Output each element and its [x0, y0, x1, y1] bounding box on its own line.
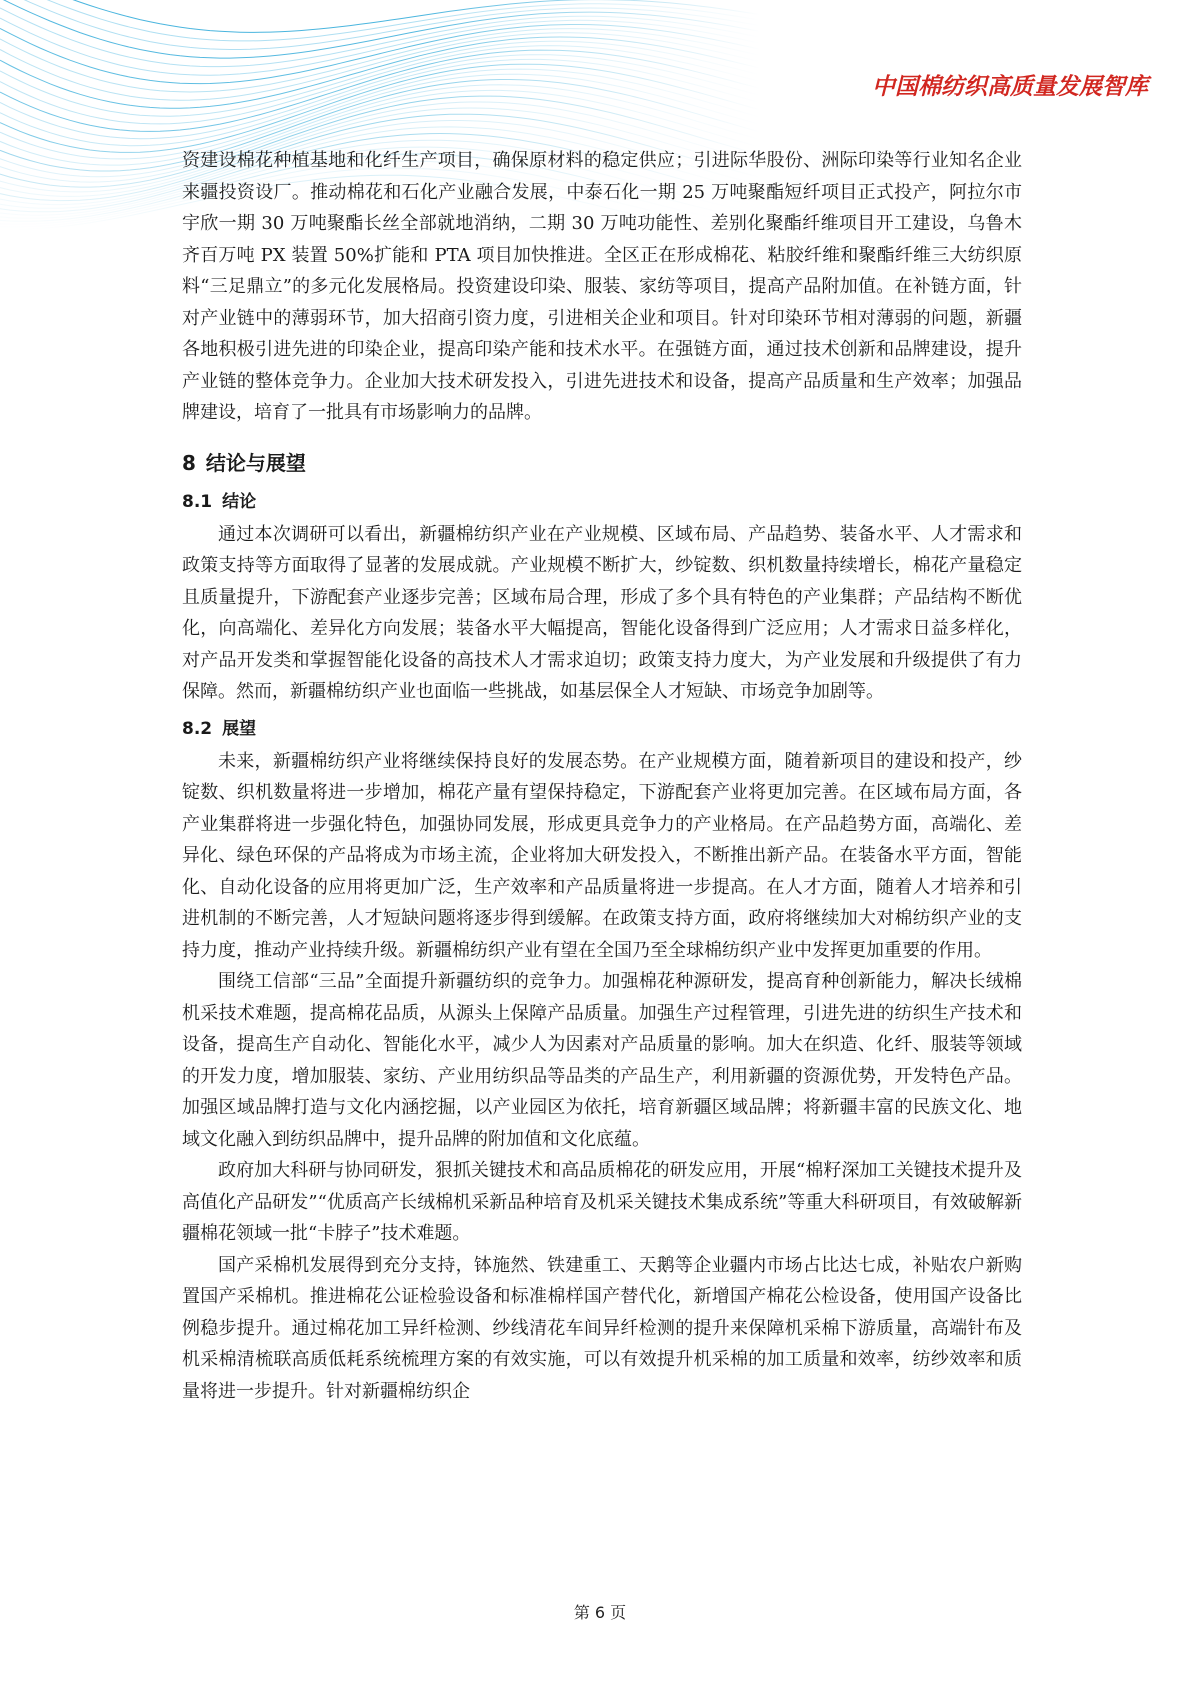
subsection-heading-8-1: [182, 489, 1022, 515]
brand-title: 中国棉纺织高质量发展智库: [872, 74, 1148, 100]
outlook-paragraph: 未来，新疆棉纺织产业将继续保持良好的发展态势。在产业规模方面，随着新项目的建设和投产，纱锭数、织机数量将进一步增加，棉花产量有望保持稳定，下游配套产业将更加完善。在区域布局方面，各产业集群将进一步强化特色，加强协同发展，形成更具竞争力的产业格局。在产品趋势方面，高端化、差异化、绿色环保的产品将成为市场主流，企业将加大研发投入，不断推出新产品。在装备水平方面，智能化、自动化设备的应用将更加广泛，生产效率和产品质量将进一步提高。在人才方面，随着人才培养和引进机制的不断完善，人才短缺问题将逐步得到缓解。在政策支持方面，政府将继续加大对棉纺织产业的支持力度，推动产业持续升级。新疆棉纺织产业有望在全国乃至全球棉纺织产业中发挥更加重要的作用。: [182, 750, 1022, 961]
outlook-paragraph: 国产采棉机发展得到充分支持，钵施然、铁建重工、天鹅等企业疆内市场占比达七成，补贴农户新购置国产采棉机。推进棉花公证检验设备和标准棉样国产替代化，新增国产棉花公检设备，使用国产设备比例稳步提升。通过棉花加工异纤检测、纱线清花车间异纤检测的提升来保障机采棉下游质量，高端针布及机采棉清梳联高质低耗系统梳理方案的有效实施，可以有效提升机采棉的加工质量和效率，纺纱效率和质量将进一步提升。针对新疆棉纺织企: [182, 1254, 1022, 1402]
outlook-paragraph: 围绕工信部“三品”全面提升新疆纺织的竞争力。加强棉花种源研发，提高育种创新能力，解决长绒棉机采技术难题，提高棉花品质，从源头上保障产品质量。加强生产过程管理，引进先进的纺织生产技术和设备，提高生产自动化、智能化水平，减少人为因素对产品质量的影响。加大在织造、化纤、服装等领域的开发力度，增加服装、家纺、产业用纺织品等品类的产品生产，利用新疆的资源优势，开发特色产品。加强区域品牌打造与文化内涵挖掘，以产业园区为依托，培育新疆区域品牌；将新疆丰富的民族文化、地域文化融入到纺织品牌中，提升品牌的附加值和文化底蕴。: [182, 971, 1022, 1150]
subsection-title: 结论: [222, 491, 257, 512]
intro-paragraph: 资建设棉花种植基地和化纤生产项目，确保原材料的稳定供应；引进际华股份、洲际印染等行业知名企业来疆投资设厂。推动棉花和石化产业融合发展，中泰石化一期 25 万吨聚酯短纤项目正式投产，阿拉尔市宇欣一期 30 万吨聚酯长丝全部就地消纳，二期 30 万吨功能性、差别化聚酯纤维项目开工建设，乌鲁木齐百万吨 PX 装置 50%扩能和 PTA 项目加快推进。全区正在形成棉花、粘胶纤维和聚酯纤维三大纺织原料“三足鼎立”的多元化发展格局。投资建设印染、服装、家纺等项目，提高产品附加值。在补链方面，针对产业链中的薄弱环节，加大招商引资力度，引进相关企业和项目。针对印染环节相对薄弱的问题，新疆各地积极引进先进的印染企业，提高印染产能和技术水平。在强链方面，通过技术创新和品牌建设，提升产业链的整体竞争力。企业加大技术研发投入，引进先进技术和设备，提高产品质量和生产效率；加强品牌建设，培育了一批具有市场影响力的品牌。: [182, 150, 1022, 423]
section-heading-8: [182, 449, 1022, 477]
subsection-number: 8.2: [182, 718, 213, 739]
section-number: 8: [182, 450, 196, 475]
section-title: 结论与展望: [205, 450, 306, 475]
subsection-title: 展望: [222, 718, 257, 739]
subsection-number: 8.1: [182, 491, 213, 512]
main-content: [182, 145, 1022, 1407]
page-number: 第 6 页: [573, 1603, 627, 1622]
outlook-paragraph: 政府加大科研与协同研发，狠抓关键技术和高品质棉花的研发应用，开展“棉籽深加工关键技术提升及高值化产品研发”“优质高产长绒棉机采新品种培育及机采关键技术集成系统”等重大科研项目，有效破解新疆棉花领域一批“卡脖子”技术难题。: [182, 1160, 1022, 1244]
conclusion-paragraph: 通过本次调研可以看出，新疆棉纺织产业在产业规模、区域布局、产品趋势、装备水平、人才需求和政策支持等方面取得了显著的发展成就。产业规模不断扩大，纱锭数、织机数量持续增长，棉花产量稳定且质量提升，下游配套产业逐步完善；区域布局合理，形成了多个具有特色的产业集群；产品结构不断优化，向高端化、差异化方向发展；装备水平大幅提高，智能化设备得到广泛应用；人才需求日益多样化，对产品开发类和掌握智能化设备的高技术人才需求迫切；政策支持力度大，为产业发展和升级提供了有力保障。然而，新疆棉纺织产业也面临一些挑战，如基层保全人才短缺、市场竞争加剧等。: [182, 523, 1022, 702]
subsection-heading-8-2: [182, 716, 1022, 742]
